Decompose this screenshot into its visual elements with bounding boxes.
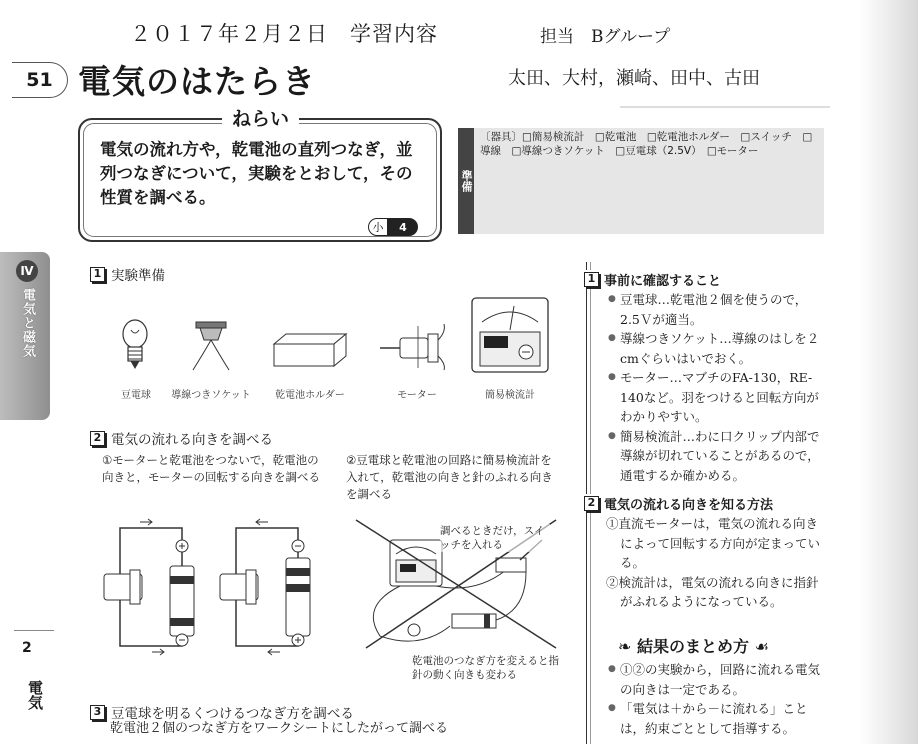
section-1-number: 1 (90, 267, 105, 282)
result-summary-heading (618, 634, 769, 657)
result-summary-list (608, 660, 822, 738)
right-section-2-heading (584, 494, 777, 513)
apparatus-label-motor: モーター (397, 390, 437, 401)
leaf-ornament-icon: ☙ (749, 637, 769, 656)
aim-text: 電気の流れ方や，乾電池の直列つなぎ，並列つなぎについて，実験をとおして，その性質を調べる。 (100, 140, 413, 207)
lesson-number: 51 (12, 62, 68, 98)
section-2-heading (90, 428, 273, 448)
prep-items: 〔器具〕□簡易検流計 □乾電池 □乾電池ホルダー □スイッチ □導線 □導線つきソケット □豆電球（2.5V） □モーター (474, 128, 824, 234)
right-section-1-title: 事前に確認すること (604, 274, 722, 289)
prep-tab: 準備 (458, 128, 474, 234)
section-2-sub2: ②豆電球と乾電池の回路に簡易検流計を入れて，乾電池の向きと針のふれる向きを調べる (346, 453, 553, 501)
right-section-2-number: 2 (584, 496, 599, 511)
battery-direction-note: 乾電池のつなぎ方を変えると指針の動く向きも変わる (412, 655, 559, 681)
list-item: ● 簡易検流計…わに口クリップ内部で導線が切れていることがあるので，通電するか確かめる。 (608, 427, 820, 486)
switch-note: 調べるときだけ，スイッチを入れる (440, 524, 550, 552)
page-rule (14, 630, 54, 631)
section-3-number: 3 (90, 705, 105, 720)
result-summary-title: 結果のまとめ方 (636, 637, 749, 656)
socket-icon (186, 318, 236, 374)
apparatus-label-socket: 導線つきソケット (171, 390, 251, 401)
motor-circuit-diagram-2 (216, 518, 326, 658)
right-section-2-list (606, 514, 820, 612)
aim-label: ねらい (222, 104, 299, 131)
grade-prefix: 小 (368, 218, 388, 236)
grade-badge (368, 218, 426, 236)
header-group: 担当 Bグループ (540, 27, 671, 47)
leaf-ornament-icon: ❧ (618, 637, 637, 656)
page-category: 電気 (26, 680, 44, 710)
list-item: ● 豆電球…乾電池２個を使うので，2.5Ｖが適当。 (608, 290, 820, 329)
right-section-1-number: 1 (584, 272, 599, 287)
battery-holder-icon (270, 330, 350, 370)
chapter-title: 電気と磁気 (20, 288, 35, 358)
right-section-2-title: 電気の流れる向きを知る方法 (604, 498, 774, 513)
bulb-icon (118, 318, 152, 374)
motor-icon (378, 322, 448, 372)
page-title: 電気のはたらき (78, 62, 316, 101)
apparatus-label-holder: 乾電池ホルダー (275, 390, 345, 401)
galvanometer-icon (470, 296, 550, 374)
apparatus-label-bulb: 豆電球 (121, 390, 151, 401)
list-item: ● 導線つきソケット…導線のはしを２cmぐらいはいでおく。 (608, 329, 820, 368)
section-2-sub1: ①モーターと乾電池をつないで，乾電池の向きと，モーターの回転する向きを調べる (102, 453, 321, 484)
motor-circuit-diagram-1 (100, 518, 210, 658)
chapter-mark: Ⅳ (16, 260, 38, 282)
list-item: ②検流計は，電気の流れる向きに指針がふれるようになっている。 (606, 574, 819, 609)
header-date-topic: ２０１７年２月２日 学習内容 (130, 22, 438, 46)
page-edge-shadow (860, 0, 918, 744)
section-1-heading (90, 264, 165, 284)
list-item: ● モーター…マブチのFA-130，RE-140など。羽をつけると回転方向がわかりやすい。 (608, 368, 820, 427)
decorative-rule (620, 82, 830, 108)
section-2-number: 2 (90, 431, 105, 446)
section-3-sub: 乾電池２個のつなぎ方をワークシートにしたがって調べる (110, 721, 449, 736)
section-3-heading (90, 702, 354, 722)
apparatus-label-galvanometer: 簡易検流計 (485, 390, 535, 401)
right-section-1-list (608, 290, 820, 485)
group-members: 太田、大村，瀬崎、田中、古田 (508, 68, 760, 89)
section-3-title: 豆電球を明るくつけるつなぎ方を調べる (111, 706, 354, 722)
right-section-1-heading (584, 270, 725, 289)
list-item: ①直流モーターは，電気の流れる向きによって回転する方向が定まっている。 (606, 516, 821, 570)
page-number: 2 (22, 640, 32, 656)
grade-number: 4 (388, 218, 418, 236)
list-item: ● ①②の実験から，回路に流れる電気の向きは一定である。 (608, 660, 822, 699)
section-2-title: 電気の流れる向きを調べる (111, 432, 273, 448)
section-1-title: 実験準備 (111, 268, 165, 284)
list-item: ● 「電気は＋から－に流れる」ことは，約束ごととして指導する。 (608, 699, 822, 738)
